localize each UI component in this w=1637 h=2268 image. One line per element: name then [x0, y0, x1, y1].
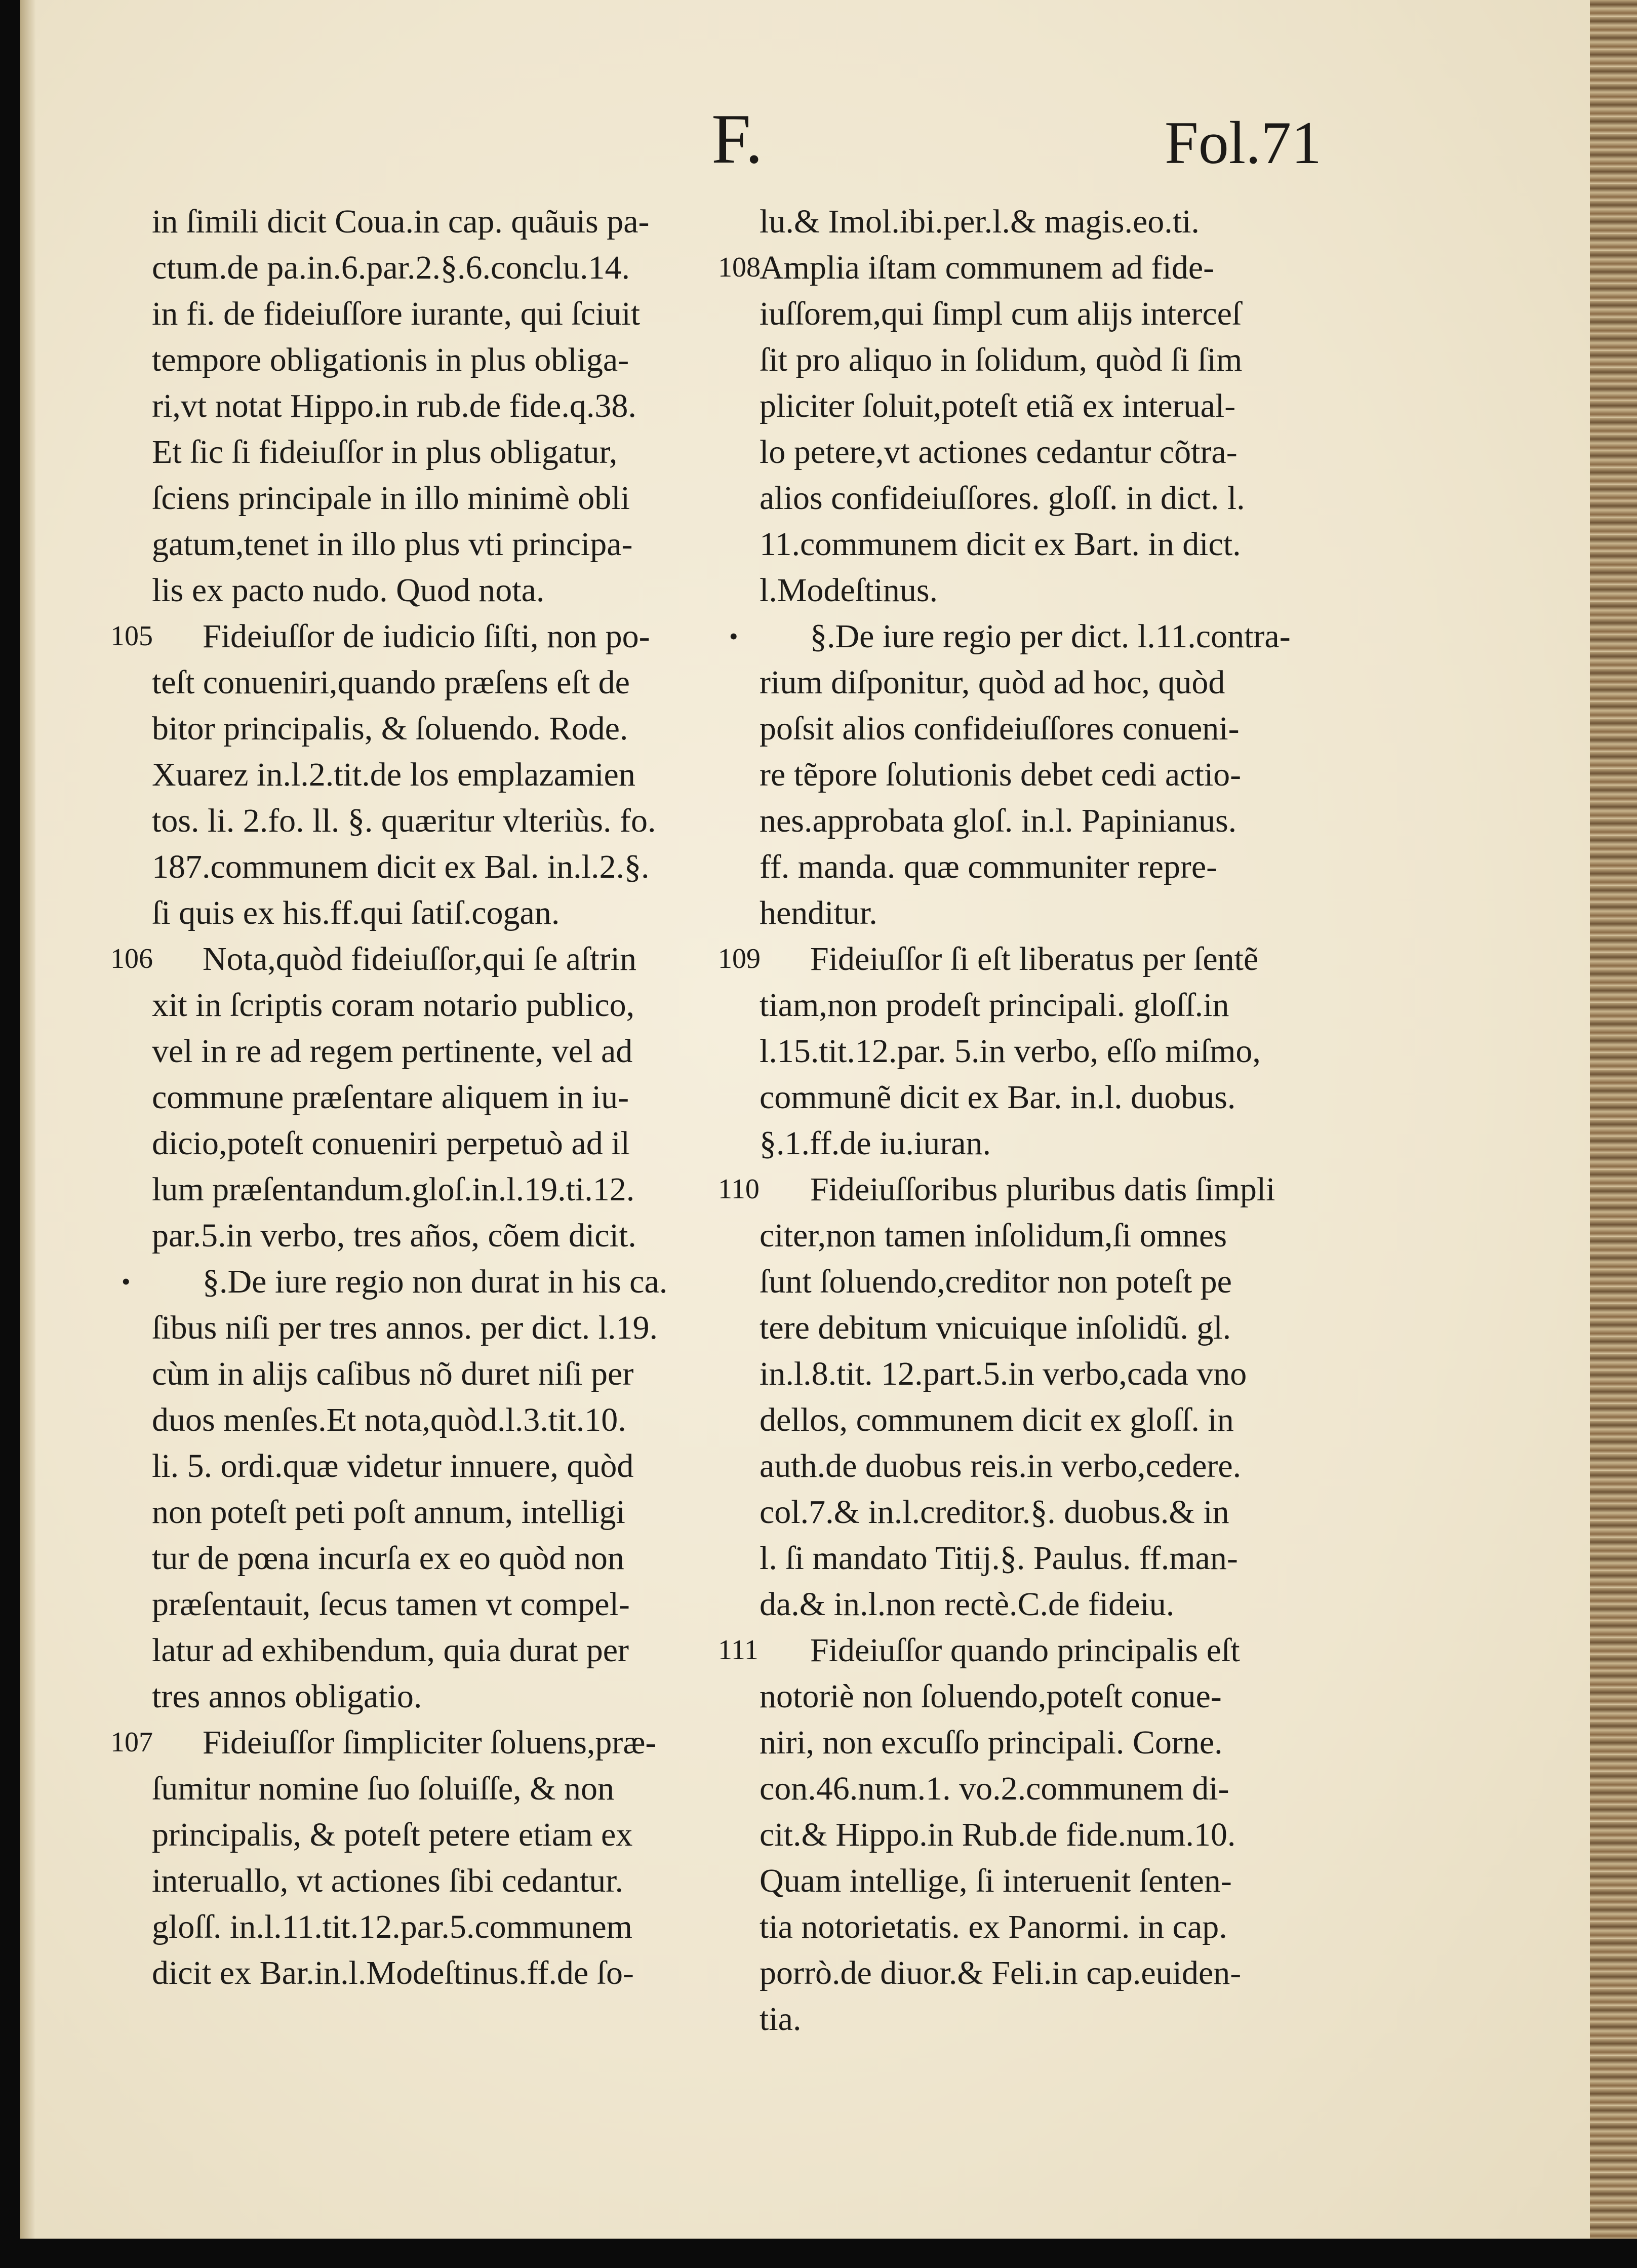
text-line: [152, 1120, 719, 1166]
text-line: [760, 291, 1357, 337]
text-line: [152, 1766, 719, 1812]
text-line: [760, 199, 1357, 245]
text-line: [152, 1950, 719, 1996]
text-line: [152, 1166, 719, 1213]
text-line: [152, 659, 719, 706]
line-text: communẽ dicit ex Bar. in.l. duobus.: [760, 1079, 1236, 1116]
line-text: cit.& Hippo.in Rub.de fide.num.10.: [760, 1816, 1236, 1853]
line-text: ſunt ſoluendo,creditor non poteſt pe: [760, 1263, 1232, 1300]
text-line: [760, 659, 1357, 706]
line-text: ſumitur nomine ſuo ſoluiſſe, & non: [152, 1770, 614, 1807]
text-line: [152, 1028, 719, 1074]
text-line: [152, 1673, 719, 1719]
text-line: [760, 844, 1357, 890]
text-line: [760, 1766, 1357, 1812]
section-letter: F.: [711, 100, 763, 178]
line-text: Amplia iſtam communem ad fide-: [760, 249, 1215, 286]
paragraph-number: 111: [718, 1634, 758, 1666]
text-line: [760, 1535, 1357, 1581]
line-text: Fideiuſſor ſi eſt liberatus per ſentẽ: [810, 941, 1259, 977]
text-line: [760, 1719, 1357, 1766]
line-text: re tẽpore ſolutionis debet cedi actio-: [760, 756, 1242, 793]
text-line: [152, 521, 719, 567]
line-text: par.5.in verbo, tres años, cõem dicit.: [152, 1217, 636, 1254]
text-line: [152, 1627, 719, 1673]
text-line: [760, 1397, 1357, 1443]
text-line: [760, 475, 1357, 521]
text-line: [760, 1351, 1357, 1397]
paragraph-marker: •: [729, 622, 738, 650]
line-text: ſit pro aliquo in ſolidum, quòd ſi ſim: [760, 341, 1243, 378]
text-line: [760, 1673, 1357, 1719]
text-line: [152, 1489, 719, 1535]
line-text: lu.& Imol.ibi.per.l.& magis.eo.ti.: [760, 203, 1200, 240]
line-text: Fideiuſſor quando principalis eſt: [810, 1632, 1240, 1669]
text-line: [760, 521, 1357, 567]
right-column: [718, 199, 1357, 2042]
text-line: [760, 1812, 1357, 1858]
line-text: da.& in.l.non rectè.C.de fideiu.: [760, 1586, 1175, 1623]
line-text: auth.de duobus reis.in verbo,cedere.: [760, 1448, 1242, 1484]
line-text: rium diſponitur, quòd ad hoc, quòd: [760, 664, 1225, 701]
line-text: tia.: [760, 2001, 802, 2038]
line-text: in fi. de fideiuſſore iurante, qui ſciuit: [152, 295, 641, 332]
line-text: dicit ex Bar.in.l.Modeſtinus.ff.de ſo-: [152, 1954, 634, 1991]
text-line: [760, 982, 1357, 1028]
line-text: non poteſt peti poſt annum, intelligi: [152, 1494, 625, 1531]
text-line: [110, 1719, 719, 1766]
line-text: ri,vt notat Hippo.in rub.de fide.q.38.: [152, 387, 636, 424]
text-line: [152, 1812, 719, 1858]
line-text: Nota,quòd fideiuſſor,qui ſe aſtrin: [203, 941, 637, 977]
line-text: Quam intellige, ſi interuenit ſenten-: [760, 1862, 1232, 1899]
line-text: Fideiuſſoribus pluribus datis ſimpli: [810, 1171, 1275, 1208]
line-text: l.Modeſtinus.: [760, 572, 938, 609]
text-line: [760, 752, 1357, 798]
text-line: [152, 1074, 719, 1120]
text-line: [760, 1305, 1357, 1351]
line-text: tres annos obligatio.: [152, 1678, 422, 1715]
line-text: 11.communem dicit ex Bart. in dict.: [760, 526, 1241, 563]
line-text: col.7.& in.l.creditor.§. duobus.& in: [760, 1494, 1229, 1531]
line-text: porrò.de diuor.& Feli.in cap.euiden-: [760, 1954, 1242, 1991]
line-text: Et ſic ſi fideiuſſor in plus obligatur,: [152, 434, 618, 471]
text-line: [760, 1489, 1357, 1535]
text-line: [110, 936, 719, 982]
text-line: [760, 706, 1357, 752]
text-line: [152, 1351, 719, 1397]
line-text: l.15.tit.12.par. 5.in verbo, eſſo miſmo,: [760, 1033, 1261, 1070]
line-text: latur ad exhibendum, quia durat per: [152, 1632, 629, 1669]
paragraph-marker: •: [122, 1267, 131, 1296]
line-text: tere debitum vnicuique inſolidũ. gl.: [760, 1309, 1231, 1346]
text-line: [760, 429, 1357, 475]
line-text: cùm in alijs caſibus nõ duret niſi per: [152, 1355, 634, 1392]
line-text: henditur.: [760, 894, 877, 931]
text-line: [718, 245, 1357, 291]
line-text: ctum.de pa.in.6.par.2.§.6.conclu.14.: [152, 249, 630, 286]
paragraph-number: 106: [110, 943, 153, 974]
paragraph-number: 107: [110, 1727, 153, 1758]
text-line: [760, 337, 1357, 383]
line-text: l. ſi mandato Titij.§. Paulus. ff.man-: [760, 1540, 1238, 1577]
text-line: [760, 1213, 1357, 1259]
line-text: lis ex pacto nudo. Quod nota.: [152, 572, 545, 609]
text-line: [152, 337, 719, 383]
line-text: notoriè non ſoluendo,poteſt conue-: [760, 1678, 1222, 1715]
text-line: [760, 1120, 1357, 1166]
text-line: [152, 567, 719, 613]
line-text: Fideiuſſor ſimpliciter ſoluens,præ-: [203, 1724, 657, 1761]
line-text: dicio,poteſt conueniri perpetuò ad il: [152, 1125, 630, 1162]
text-line: [152, 1397, 719, 1443]
line-text: bitor principalis, & ſoluendo. Rode.: [152, 710, 628, 747]
line-text: lo petere,vt actiones cedantur cõtra-: [760, 434, 1237, 471]
line-text: alios confideiuſſores. gloſſ. in dict. l.: [760, 480, 1245, 517]
text-line: [760, 1074, 1357, 1120]
text-line: [152, 1535, 719, 1581]
line-text: nes.approbata gloſ. in.l. Papinianus.: [760, 802, 1237, 839]
text-line: [760, 383, 1357, 429]
text-line: [110, 613, 719, 659]
line-text: gatum,tenet in illo plus vti principa-: [152, 526, 633, 563]
line-text: vel in re ad regem pertinente, vel ad: [152, 1033, 633, 1070]
line-text: in.l.8.tit. 12.part.5.in verbo,cada vno: [760, 1355, 1247, 1392]
line-text: poſsit alios confideiuſſores conueni-: [760, 710, 1240, 747]
text-line: [152, 706, 719, 752]
line-text: §.De iure regio non durat in his ca.: [203, 1263, 668, 1300]
text-line: [152, 1213, 719, 1259]
text-line: [152, 890, 719, 936]
page-fore-edge: [1590, 0, 1637, 2239]
line-text: interuallo, vt actiones ſibi cedantur.: [152, 1862, 624, 1899]
line-text: lum præſentandum.gloſ.in.l.19.ti.12.: [152, 1171, 635, 1208]
text-line: [760, 1996, 1357, 2042]
line-text: niri, non excuſſo principali. Corne.: [760, 1724, 1223, 1761]
line-text: 187.communem dicit ex Bal. in.l.2.§.: [152, 848, 650, 885]
text-line: [152, 844, 719, 890]
line-text: duos menſes.Et nota,quòd.l.3.tit.10.: [152, 1401, 626, 1438]
text-line: [718, 1627, 1357, 1673]
text-line: [718, 1166, 1357, 1213]
paragraph-number: 108: [718, 252, 761, 283]
line-text: gloſſ. in.l.11.tit.12.par.5.communem: [152, 1908, 632, 1945]
text-line: [760, 1581, 1357, 1627]
text-line: [152, 752, 719, 798]
line-text: §.De iure regio per dict. l.11.contra-: [810, 618, 1291, 655]
line-text: principalis, & poteſt petere etiam ex: [152, 1816, 633, 1853]
line-text: xit in ſcriptis coram notario publico,: [152, 987, 635, 1024]
line-text: commune præſentare aliquem in iu-: [152, 1079, 629, 1116]
line-text: ſi quis ex his.ff.qui ſatiſ.cogan.: [152, 894, 560, 931]
text-line: [152, 199, 719, 245]
paragraph-number: 109: [718, 943, 761, 974]
line-text: teſt conueniri,quando præſens eſt de: [152, 664, 630, 701]
text-line: [152, 429, 719, 475]
text-line: [122, 1259, 719, 1305]
text-line: [152, 1904, 719, 1950]
line-text: §.1.ff.de iu.iuran.: [760, 1125, 991, 1162]
text-line: [760, 567, 1357, 613]
text-line: [152, 1858, 719, 1904]
line-text: Xuarez in.l.2.tit.de los emplazamien: [152, 756, 635, 793]
text-line: [760, 1858, 1357, 1904]
line-text: tur de pœna incurſa ex eo quòd non: [152, 1540, 624, 1577]
line-text: ſibus niſi per tres annos. per dict. l.19.: [152, 1309, 658, 1346]
line-text: ſciens principale in illo minimè obli: [152, 480, 630, 517]
line-text: Fideiuſſor de iudicio ſiſti, non po-: [203, 618, 650, 655]
text-line: [152, 291, 719, 337]
line-text: ff. manda. quæ communiter repre-: [760, 848, 1218, 885]
text-line: [152, 383, 719, 429]
line-text: in ſimili dicit Coua.in cap. quãuis pa-: [152, 203, 650, 240]
line-text: dellos, communem dicit ex gloſſ. in: [760, 1401, 1234, 1438]
text-line: [152, 1305, 719, 1351]
line-text: con.46.num.1. vo.2.communem di-: [760, 1770, 1229, 1807]
text-line: [152, 1443, 719, 1489]
text-line: [152, 982, 719, 1028]
text-line: [152, 245, 719, 291]
line-text: tempore obligationis in plus obliga-: [152, 341, 629, 378]
line-text: iuſſorem,qui ſimpl cum alijs interceſ: [760, 295, 1242, 332]
line-text: pliciter ſoluit,poteſt etiã ex interual-: [760, 387, 1236, 424]
text-line: [760, 798, 1357, 844]
paragraph-number: 105: [110, 620, 153, 652]
line-text: tiam,non prodeſt principali. gloſſ.in: [760, 987, 1229, 1024]
text-line: [152, 798, 719, 844]
paragraph-number: 110: [718, 1174, 760, 1205]
text-line: [760, 890, 1357, 936]
line-text: citer,non tamen inſolidum,ſi omnes: [760, 1217, 1227, 1254]
text-line: [760, 1950, 1357, 1996]
text-line: [152, 475, 719, 521]
text-line: [760, 1259, 1357, 1305]
text-line: [152, 1581, 719, 1627]
line-text: præſentauit, ſecus tamen vt compel-: [152, 1586, 630, 1623]
text-line: [729, 613, 1357, 659]
line-text: li. 5. ordi.quæ videtur innuere, quòd: [152, 1448, 634, 1484]
line-text: tia notorietatis. ex Panormi. in cap.: [760, 1908, 1227, 1945]
line-text: tos. li. 2.fo. ll. §. quæritur vlteriùs. fo.: [152, 802, 656, 839]
folio-number: Fol.71: [1165, 109, 1322, 176]
text-line: [760, 1443, 1357, 1489]
text-line: [760, 1904, 1357, 1950]
text-line: [718, 936, 1357, 982]
binding-edge: [20, 0, 35, 2239]
left-column: [110, 199, 719, 1996]
text-line: [760, 1028, 1357, 1074]
